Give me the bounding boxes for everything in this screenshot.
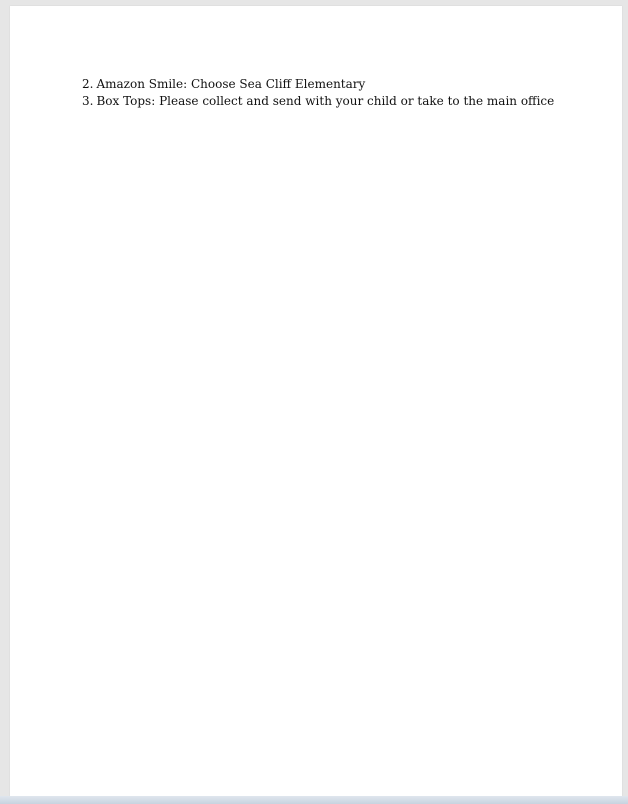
list-item-text: Amazon Smile: Choose Sea Cliff Elementary xyxy=(96,77,366,91)
list-item-number: 2. xyxy=(82,77,94,91)
list-item xyxy=(82,76,554,93)
list-item xyxy=(82,93,554,110)
cropped-toolbar-strip xyxy=(0,796,628,804)
list-item-number: 3. xyxy=(82,94,94,108)
list-item-text: Box Tops: Please collect and send with your child or take to the main office xyxy=(96,94,555,108)
document-page[interactable] xyxy=(10,6,622,796)
document-list xyxy=(82,76,554,110)
